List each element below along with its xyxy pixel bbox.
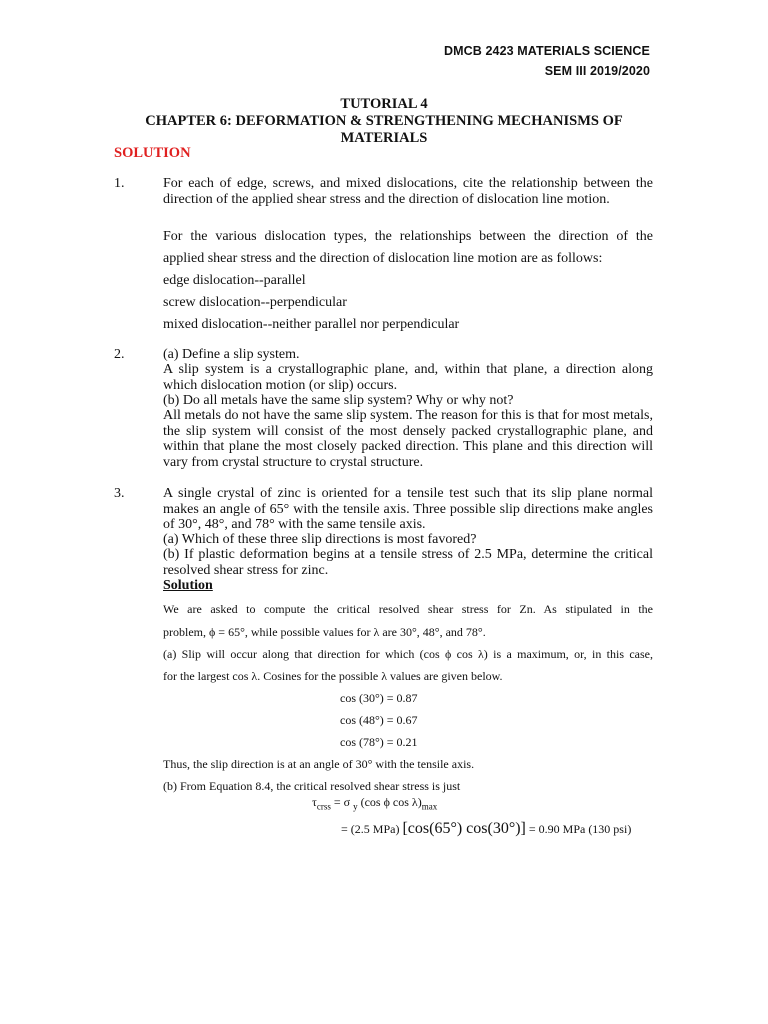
solution-text: for the largest cos λ. Cosines for the possible λ values are given below.: [163, 669, 503, 683]
question-text: For each of edge, screws, and mixed dislocations, cite the relationship between the direction of the applied shear stress and the direction of dislocation line motion.: [163, 176, 653, 207]
question-part-a: (a) Which of these three slip directions is most favored?: [163, 532, 477, 547]
solution-heading: SOLUTION: [114, 145, 191, 161]
result-value: = 0.90 MPa (130 psi): [525, 822, 632, 836]
answer-edge: edge dislocation--parallel: [163, 273, 306, 288]
tau-symbol: τ: [312, 795, 317, 809]
crss-formula: [312, 795, 437, 811]
semester-label: SEM III 2019/2020: [544, 64, 650, 78]
question-number: 2.: [114, 347, 125, 362]
question-part-b: (b) Do all metals have the same slip system? Why or why not?: [163, 393, 514, 408]
answer-a: A slip system is a crystallographic plane, and, within that plane, a direction along which dislocation motion (or slip) occurs.: [163, 362, 653, 393]
sigma-subscript: y: [353, 801, 358, 812]
tutorial-title: TUTORIAL 4: [340, 96, 428, 112]
cosine-value: cos (30°) = 0.87: [340, 691, 418, 705]
answer-text: For the various dislocation types, the relationships between the direction of the: [163, 229, 653, 244]
question-text: A single crystal of zinc is oriented for a tensile test such that its slip plane normal makes an angle of 65° with the tensile axis. Three possible slip directions make angles of 30°, 48°, and 78° with the same tensile axis.: [163, 486, 653, 533]
chapter-title: CHAPTER 6: DEFORMATION & STRENGTHENING MECHANISMS OF: [145, 113, 623, 129]
solution-text: We are asked to compute the critical resolved shear stress for Zn. As stipulated in the: [163, 602, 653, 616]
course-title: DMCB 2423 MATERIALS SCIENCE: [444, 44, 650, 58]
question-number: 1.: [114, 176, 125, 191]
max-subscript: max: [421, 801, 438, 812]
question-part-a: (a) Define a slip system.: [163, 347, 300, 362]
stress-value: (2.5 MPa): [350, 822, 403, 836]
cosine-value: cos (48°) = 0.67: [340, 713, 418, 727]
solution-text: (b) From Equation 8.4, the critical resolved shear stress is just: [163, 779, 461, 793]
sigma-part: = σ: [330, 795, 354, 809]
answer-mixed: mixed dislocation--neither parallel nor perpendicular: [163, 317, 460, 332]
solution-label: Solution: [163, 578, 213, 593]
cosine-bracket: [cos(65°) cos(30°)]: [402, 820, 526, 837]
chapter-title-continued: MATERIALS: [340, 130, 428, 146]
cosine-product: (cos ϕ cos λ): [357, 795, 422, 809]
solution-text: problem, ϕ = 65°, while possible values for λ are 30°, 48°, and 78°.: [163, 625, 486, 639]
cosine-value: cos (78°) = 0.21: [340, 735, 418, 749]
answer-b: All metals do not have the same slip system. The reason for this is that for most metals, the slip system will consist of the most densely packed crystallographic plane, and within that plane the most closely packed direction. This plane and this direction will vary from crystal structure to crystal structure.: [163, 408, 653, 470]
question-part-b: (b) If plastic deformation begins at a tensile stress of 2.5 MPa, determine the critical resolved shear stress for zinc.: [163, 547, 653, 578]
equals-sign: =: [341, 822, 351, 836]
question-number: 3.: [114, 486, 125, 501]
solution-text: (a) Slip will occur along that direction for which (cos ϕ cos λ) is a maximum, or, in this case,: [163, 647, 653, 661]
answer-text: applied shear stress and the direction of dislocation line motion are as follows:: [163, 251, 603, 266]
crss-result: [341, 820, 631, 838]
tau-subscript: crss: [316, 801, 331, 812]
conclusion-text: Thus, the slip direction is at an angle of 30° with the tensile axis.: [163, 757, 475, 771]
answer-screw: screw dislocation--perpendicular: [163, 295, 347, 310]
